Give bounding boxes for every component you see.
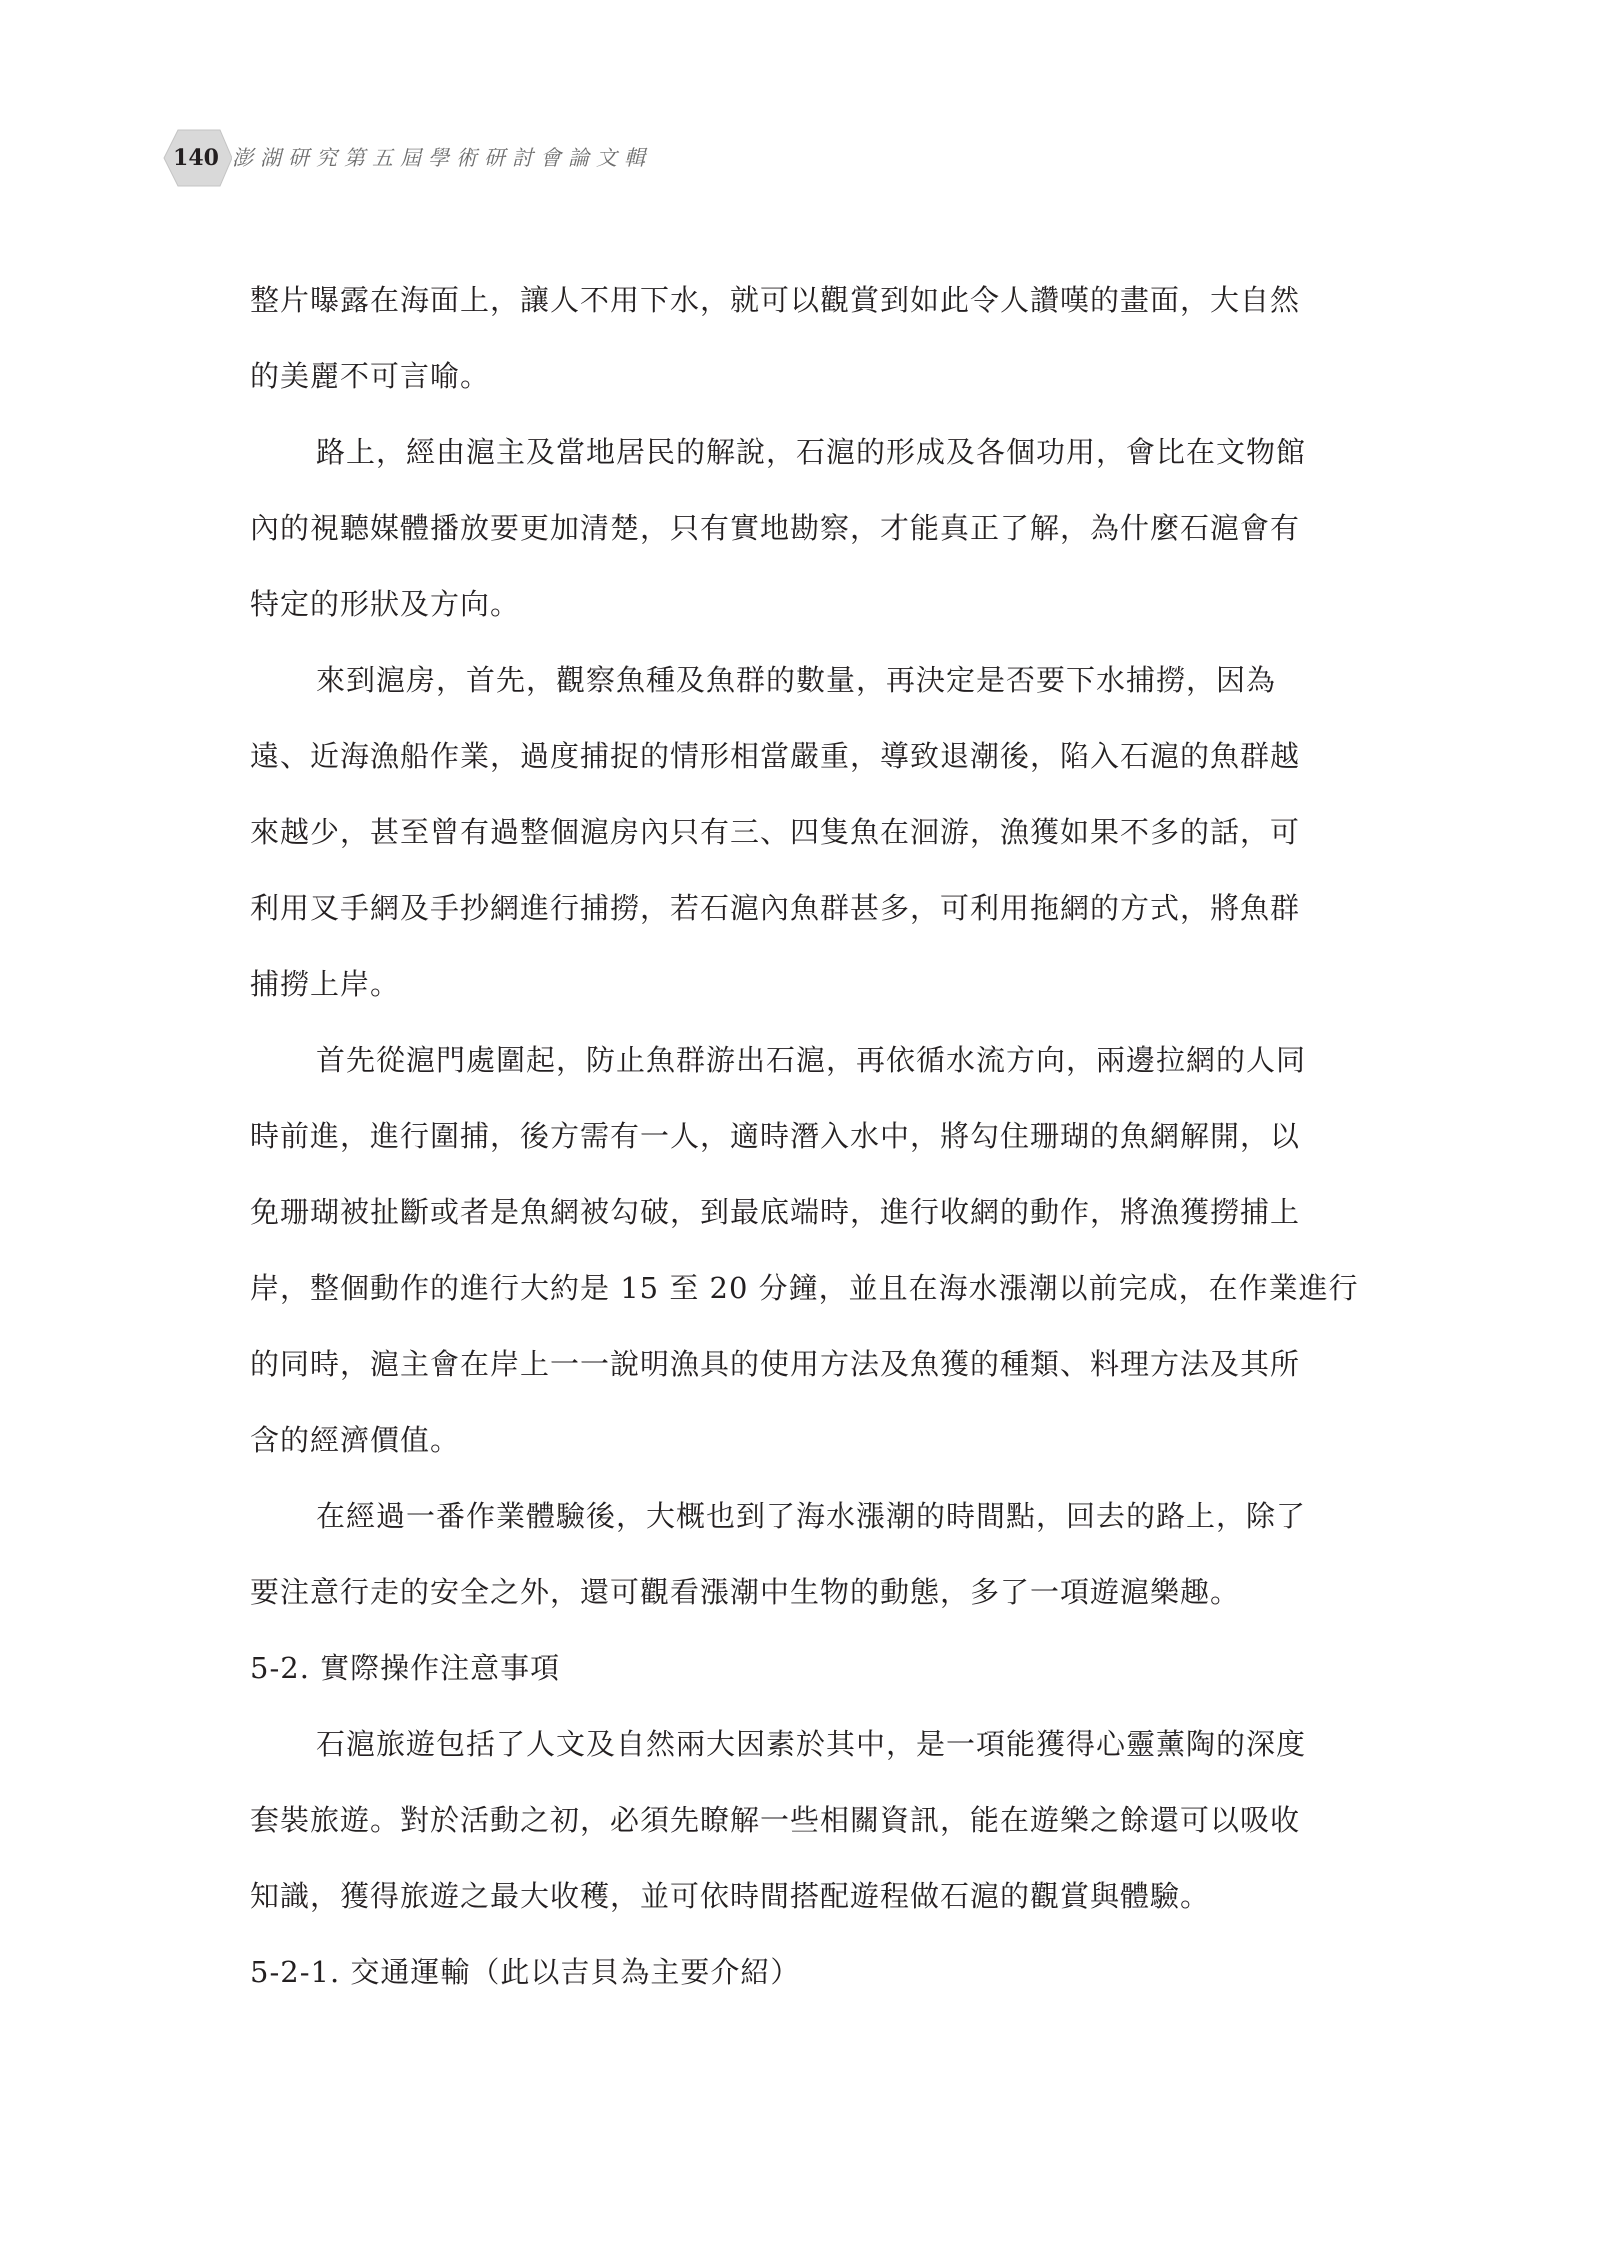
text-line: 含的經濟價值。 (250, 1423, 461, 1457)
text-line: 內的視聽媒體播放要更加清楚，只有實地勘察，才能真正了解，為什麼石滬會有 (250, 511, 1301, 545)
text-line: 5-2. 實際操作注意事項 (250, 1651, 561, 1685)
text-line: 時前進，進行圍捕，後方需有一人，適時潛入水中，將勾住珊瑚的魚網解開，以 (250, 1119, 1301, 1153)
text-line: 5-2-1. 交通運輸（此以吉貝為主要介紹） (250, 1955, 801, 1989)
text-line: 石滬旅遊包括了人文及自然兩大因素於其中，是一項能獲得心靈薰陶的深度 (316, 1727, 1307, 1761)
text-line: 整片曝露在海面上，讓人不用下水，就可以觀賞到如此令人讚嘆的畫面，大自然 (250, 283, 1301, 317)
text-line: 來到滬房，首先，觀察魚種及魚群的數量，再決定是否要下水捕撈，因為 (316, 663, 1277, 697)
text-line: 遠、近海漁船作業，過度捕捉的情形相當嚴重，導致退潮後，陷入石滬的魚群越 (250, 739, 1301, 773)
journal-title: 澎湖研究第五屆學術研討會論文輯 (232, 146, 652, 170)
text-line: 的美麗不可言喻。 (250, 359, 491, 393)
running-header (160, 128, 860, 188)
text-line: 套裝旅遊。對於活動之初，必須先瞭解一些相關資訊，能在遊樂之餘還可以吸收 (250, 1803, 1301, 1837)
page-number: 140 (173, 145, 219, 171)
text-line: 利用叉手網及手抄網進行捕撈，若石滬內魚群甚多，可利用拖網的方式，將魚群 (250, 891, 1301, 925)
body-text (250, 270, 1415, 2018)
text-line: 岸，整個動作的進行大約是 15 至 20 分鐘，並且在海水漲潮以前完成，在作業進行 (250, 1271, 1359, 1305)
text-line: 來越少，甚至曾有過整個滬房內只有三、四隻魚在洄游，漁獲如果不多的話，可 (250, 815, 1301, 849)
text-line: 在經過一番作業體驗後，大概也到了海水漲潮的時間點，回去的路上，除了 (316, 1499, 1307, 1533)
text-line: 要注意行走的安全之外，還可觀看漲潮中生物的動態，多了一項遊滬樂趣。 (250, 1575, 1241, 1609)
page-number-badge (160, 128, 232, 188)
text-line: 特定的形狀及方向。 (250, 587, 521, 621)
text-line: 免珊瑚被扯斷或者是魚網被勾破，到最底端時，進行收網的動作，將漁獲撈捕上 (250, 1195, 1301, 1229)
text-line: 的同時，滬主會在岸上一一說明漁具的使用方法及魚獲的種類、料理方法及其所 (250, 1347, 1301, 1381)
text-line: 路上，經由滬主及當地居民的解說，石滬的形成及各個功用，會比在文物館 (316, 435, 1307, 469)
text-line: 知識，獲得旅遊之最大收穫，並可依時間搭配遊程做石滬的觀賞與體驗。 (250, 1879, 1211, 1913)
text-line: 捕撈上岸。 (250, 967, 401, 1001)
text-line: 首先從滬門處圍起，防止魚群游出石滬，再依循水流方向，兩邊拉網的人同 (316, 1043, 1307, 1077)
